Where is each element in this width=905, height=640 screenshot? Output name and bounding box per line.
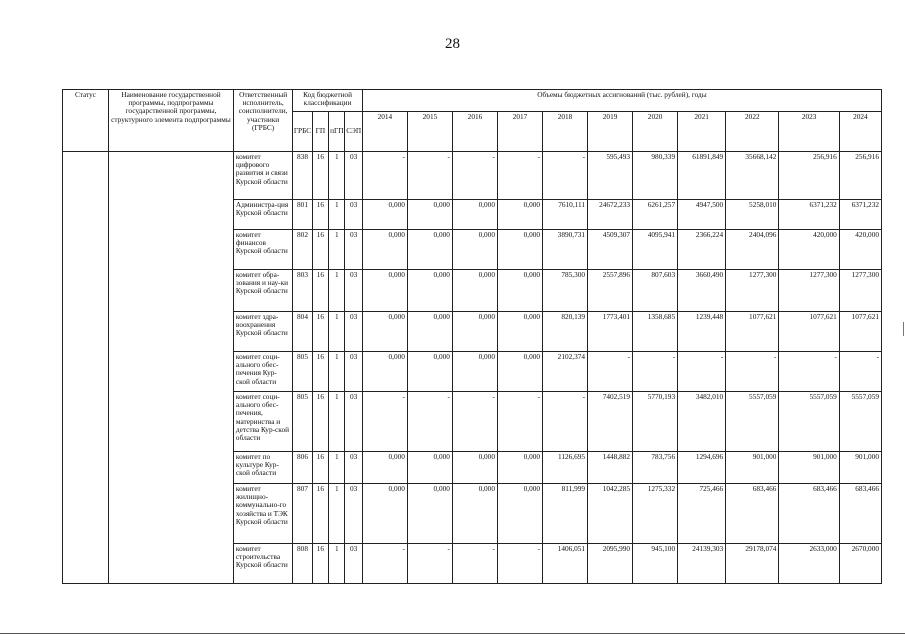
value-cell: 945,100: [633, 544, 678, 584]
value-cell: 0,000: [452, 352, 497, 392]
value-cell: 901,000: [779, 452, 839, 484]
value-cell: 0,000: [452, 484, 497, 544]
value-cell: -: [588, 352, 633, 392]
value-cell: 2633,000: [779, 544, 839, 584]
value-cell: 4095,941: [633, 230, 678, 270]
header-year: 2014: [362, 112, 407, 152]
value-cell: -: [497, 544, 542, 584]
value-cell: 256,916: [779, 152, 839, 200]
value-cell: 0,000: [452, 230, 497, 270]
value-cell: 0,000: [362, 230, 407, 270]
header-status: Статус: [63, 90, 109, 152]
value-cell: -: [362, 152, 407, 200]
value-cell: 256,916: [839, 152, 881, 200]
value-cell: 4509,307: [588, 230, 633, 270]
value-cell: -: [407, 392, 452, 452]
value-cell: 683,466: [779, 484, 839, 544]
header-year: 2024: [839, 112, 881, 152]
sep-cell: 03: [345, 230, 362, 270]
value-cell: 785,300: [543, 270, 588, 312]
value-cell: 0,000: [497, 200, 542, 230]
value-cell: -: [452, 544, 497, 584]
value-cell: 29178,074: [726, 544, 779, 584]
pgp-cell: 1: [329, 544, 345, 584]
gp-cell: 16: [312, 152, 328, 200]
executor-cell: комитет финансов Курской области: [233, 230, 292, 270]
value-cell: 0,000: [452, 200, 497, 230]
value-cell: -: [543, 392, 588, 452]
pgp-cell: 1: [329, 200, 345, 230]
executor-cell: комитет здра-воохранения Курской области: [233, 312, 292, 352]
value-cell: 2102,374: [543, 352, 588, 392]
value-cell: -: [452, 392, 497, 452]
value-cell: 24139,303: [678, 544, 726, 584]
value-cell: 811,999: [543, 484, 588, 544]
header-year: 2020: [633, 112, 678, 152]
grbs-cell: 806: [293, 452, 312, 484]
value-cell: 1126,695: [543, 452, 588, 484]
value-cell: 0,000: [362, 452, 407, 484]
value-cell: 0,000: [407, 230, 452, 270]
header-year: 2016: [452, 112, 497, 152]
value-cell: 683,466: [726, 484, 779, 544]
value-cell: 0,000: [362, 312, 407, 352]
value-cell: 0,000: [407, 200, 452, 230]
header-pgp: пГП: [329, 112, 345, 152]
value-cell: 0,000: [497, 452, 542, 484]
value-cell: 0,000: [362, 352, 407, 392]
value-cell: 807,603: [633, 270, 678, 312]
value-cell: 0,000: [362, 270, 407, 312]
value-cell: 3660,490: [678, 270, 726, 312]
value-cell: 5557,059: [839, 392, 881, 452]
grbs-cell: 801: [293, 200, 312, 230]
value-cell: 980,339: [633, 152, 678, 200]
value-cell: 5770,193: [633, 392, 678, 452]
value-cell: 3890,731: [543, 230, 588, 270]
pgp-cell: 1: [329, 484, 345, 544]
header-allocations: Объемы бюджетных ассигнований (тыс. рублей), годы: [362, 90, 881, 112]
sep-cell: 03: [345, 270, 362, 312]
value-cell: 2404,096: [726, 230, 779, 270]
table-row: [63, 152, 882, 200]
pgp-cell: 1: [329, 270, 345, 312]
sep-cell: 03: [345, 544, 362, 584]
value-cell: 901,000: [726, 452, 779, 484]
value-cell: 1077,621: [839, 312, 881, 352]
header-sep: СЭП: [345, 112, 362, 152]
value-cell: 0,000: [497, 270, 542, 312]
value-cell: 901,000: [839, 452, 881, 484]
value-cell: 7402,519: [588, 392, 633, 452]
executor-cell: Администра-ция Курской области: [233, 200, 292, 230]
scan-mark: [903, 322, 904, 336]
header-year: 2018: [543, 112, 588, 152]
value-cell: -: [452, 152, 497, 200]
grbs-cell: 807: [293, 484, 312, 544]
executor-cell: комитет соци-ального обес-печения, материнства и детства Кур-ской области: [233, 392, 292, 452]
value-cell: -: [407, 544, 452, 584]
value-cell: 5258,010: [726, 200, 779, 230]
pgp-cell: 1: [329, 352, 345, 392]
grbs-cell: 808: [293, 544, 312, 584]
value-cell: 1077,621: [779, 312, 839, 352]
executor-cell: комитет жилищно-коммунально-го хозяйства и ТЭК Курской области: [233, 484, 292, 544]
gp-cell: 16: [312, 544, 328, 584]
sep-cell: 03: [345, 392, 362, 452]
value-cell: 0,000: [497, 230, 542, 270]
value-cell: 0,000: [362, 484, 407, 544]
value-cell: 0,000: [452, 270, 497, 312]
pgp-cell: 1: [329, 230, 345, 270]
gp-cell: 16: [312, 452, 328, 484]
value-cell: 420,000: [839, 230, 881, 270]
value-cell: 2670,000: [839, 544, 881, 584]
value-cell: 0,000: [497, 312, 542, 352]
value-cell: 5557,059: [779, 392, 839, 452]
program-name-cell: [109, 152, 234, 584]
value-cell: 420,000: [779, 230, 839, 270]
executor-cell: комитет соци-ального обес-печения Кур-ской области: [233, 352, 292, 392]
value-cell: 1773,401: [588, 312, 633, 352]
gp-cell: 16: [312, 312, 328, 352]
value-cell: -: [407, 152, 452, 200]
value-cell: 5557,059: [726, 392, 779, 452]
value-cell: -: [726, 352, 779, 392]
value-cell: 725,466: [678, 484, 726, 544]
value-cell: 6261,257: [633, 200, 678, 230]
pgp-cell: 1: [329, 312, 345, 352]
value-cell: 0,000: [407, 270, 452, 312]
sep-cell: 03: [345, 484, 362, 544]
value-cell: 1277,300: [779, 270, 839, 312]
header-executor: Ответственный исполнитель, соисполнители, участники (ГРБС): [233, 90, 292, 152]
value-cell: 6371,232: [779, 200, 839, 230]
header-year: 2019: [588, 112, 633, 152]
value-cell: 0,000: [407, 312, 452, 352]
value-cell: -: [543, 152, 588, 200]
pgp-cell: 1: [329, 152, 345, 200]
sep-cell: 03: [345, 152, 362, 200]
grbs-cell: 805: [293, 392, 312, 452]
value-cell: 2557,896: [588, 270, 633, 312]
value-cell: 683,466: [839, 484, 881, 544]
value-cell: -: [497, 152, 542, 200]
header-year: 2023: [779, 112, 839, 152]
value-cell: 0,000: [497, 484, 542, 544]
value-cell: 1448,882: [588, 452, 633, 484]
sep-cell: 03: [345, 200, 362, 230]
value-cell: 1275,332: [633, 484, 678, 544]
value-cell: 4947,500: [678, 200, 726, 230]
value-cell: 35668,142: [726, 152, 779, 200]
value-cell: 0,000: [407, 452, 452, 484]
value-cell: 820,139: [543, 312, 588, 352]
grbs-cell: 804: [293, 312, 312, 352]
value-cell: -: [497, 392, 542, 452]
value-cell: -: [362, 392, 407, 452]
grbs-cell: 803: [293, 270, 312, 312]
value-cell: 1239,448: [678, 312, 726, 352]
header-program-name: Наименование государственной программы, подпрограммы государственной программы, структурного элемента подпрограммы: [109, 90, 234, 152]
value-cell: -: [633, 352, 678, 392]
header-gp: ГП: [312, 112, 328, 152]
value-cell: 2095,990: [588, 544, 633, 584]
value-cell: 0,000: [497, 352, 542, 392]
value-cell: 6371,232: [839, 200, 881, 230]
value-cell: 0,000: [407, 352, 452, 392]
value-cell: 1277,300: [839, 270, 881, 312]
grbs-cell: 802: [293, 230, 312, 270]
value-cell: 7610,111: [543, 200, 588, 230]
pgp-cell: 1: [329, 392, 345, 452]
value-cell: 783,756: [633, 452, 678, 484]
header-year: 2021: [678, 112, 726, 152]
budget-table: [62, 89, 882, 584]
value-cell: 24672,233: [588, 200, 633, 230]
gp-cell: 16: [312, 484, 328, 544]
header-year: 2022: [726, 112, 779, 152]
value-cell: 61891,849: [678, 152, 726, 200]
executor-cell: комитет цифрового развития и связи Курской области: [233, 152, 292, 200]
value-cell: 0,000: [452, 312, 497, 352]
value-cell: -: [779, 352, 839, 392]
page-number: 28: [445, 36, 460, 52]
value-cell: 1358,685: [633, 312, 678, 352]
executor-cell: комитет строительства Курской области: [233, 544, 292, 584]
status-cell: [63, 152, 109, 584]
gp-cell: 16: [312, 270, 328, 312]
value-cell: 1077,621: [726, 312, 779, 352]
sep-cell: 03: [345, 452, 362, 484]
header-grbs: ГРБС: [293, 112, 312, 152]
executor-cell: комитет обра-зования и нау-ки Курской области: [233, 270, 292, 312]
value-cell: 1042,285: [588, 484, 633, 544]
value-cell: 595,493: [588, 152, 633, 200]
gp-cell: 16: [312, 352, 328, 392]
grbs-cell: 805: [293, 352, 312, 392]
value-cell: 1277,300: [726, 270, 779, 312]
header-year: 2015: [407, 112, 452, 152]
value-cell: 0,000: [362, 200, 407, 230]
page-bottom-rule: [0, 633, 905, 634]
value-cell: 1406,051: [543, 544, 588, 584]
grbs-cell: 838: [293, 152, 312, 200]
sep-cell: 03: [345, 352, 362, 392]
gp-cell: 16: [312, 230, 328, 270]
value-cell: 3482,010: [678, 392, 726, 452]
gp-cell: 16: [312, 392, 328, 452]
header-budget-code: Код бюджетной классификации: [293, 90, 363, 112]
value-cell: -: [362, 544, 407, 584]
executor-cell: комитет по культуре Кур-ской области: [233, 452, 292, 484]
value-cell: 0,000: [407, 484, 452, 544]
header-year: 2017: [497, 112, 542, 152]
pgp-cell: 1: [329, 452, 345, 484]
value-cell: 2366,224: [678, 230, 726, 270]
value-cell: -: [678, 352, 726, 392]
value-cell: 1294,696: [678, 452, 726, 484]
sep-cell: 03: [345, 312, 362, 352]
gp-cell: 16: [312, 200, 328, 230]
value-cell: -: [839, 352, 881, 392]
value-cell: 0,000: [452, 452, 497, 484]
